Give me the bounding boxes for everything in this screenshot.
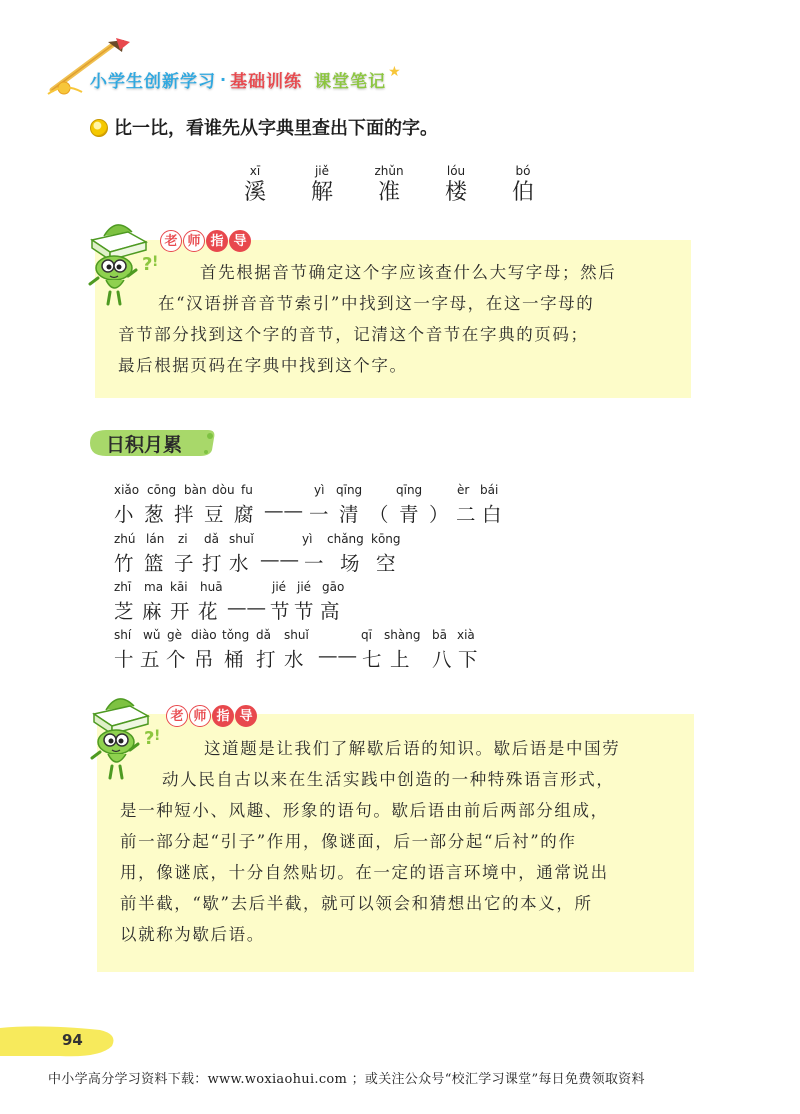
- pinyin: wǔ: [143, 628, 161, 642]
- pinyin: ma: [144, 580, 164, 594]
- hanzi: 腐: [234, 503, 254, 526]
- character-pinyin: lóu: [446, 164, 466, 178]
- hanzi: ——: [318, 644, 357, 667]
- bullet-icon: [90, 119, 108, 137]
- badge-char: 指: [212, 705, 234, 727]
- character-hanzi: 楼: [444, 180, 467, 205]
- hanzi: 空: [376, 552, 396, 575]
- pinyin: qīng: [336, 483, 363, 497]
- character-item: [364, 163, 414, 207]
- note-line: 动人民自古以来在生活实践中创造的一种特殊语言形式，: [162, 770, 615, 789]
- note-line: 用，像谜底，十分自然贴切。在一定的语言环境中，通常说出: [120, 863, 609, 882]
- hanzi: 一: [304, 552, 324, 575]
- pinyin: zi: [178, 532, 188, 546]
- pinyin: zhú: [114, 532, 136, 546]
- badge-char: 师: [189, 705, 211, 727]
- hanzi: 小: [114, 503, 134, 526]
- pinyin: huā: [200, 580, 223, 594]
- character-hanzi: 准: [377, 180, 400, 205]
- teacher-guide-badge: [166, 705, 258, 727]
- series-title-dot: ·: [220, 69, 227, 89]
- pinyin: èr: [457, 483, 470, 497]
- hanzi: 篮: [144, 552, 164, 575]
- character-list: [230, 163, 550, 213]
- hanzi: 竹: [114, 552, 134, 575]
- character-pinyin: xī: [249, 164, 261, 178]
- note-line: 前一部分起“引子”作用，像谜面，后一部分起“后衬”的作: [120, 832, 577, 851]
- badge-char: 指: [206, 230, 228, 252]
- hanzi: 十: [114, 648, 134, 671]
- badge-char: 导: [235, 705, 257, 727]
- pinyin: lán: [146, 532, 165, 546]
- hanzi: 打: [256, 648, 276, 671]
- note-line: 前半截，“歇”去后半截，就可以领会和猜想出它的本义，所: [120, 894, 593, 913]
- badge-char: 老: [160, 230, 182, 252]
- hanzi: 八: [432, 648, 452, 671]
- pinyin: jié: [297, 580, 312, 594]
- note-line: 以就称为歇后语。: [120, 925, 265, 944]
- pinyin: xiǎo: [114, 483, 140, 497]
- series-title: [90, 64, 401, 94]
- badge-char: 师: [183, 230, 205, 252]
- series-title-part-b: 课堂笔记: [314, 71, 387, 92]
- hanzi: 吊: [194, 648, 214, 671]
- hanzi: ——: [264, 499, 303, 522]
- svg-text:?: ?: [144, 728, 155, 749]
- pinyin: shí: [114, 628, 132, 642]
- character-pinyin: bó: [515, 164, 531, 178]
- series-title-part-a: 基础训练: [230, 71, 303, 92]
- teacher-note-text-2: [120, 733, 620, 950]
- svg-text:?: ?: [142, 254, 153, 275]
- teacher-note-text-1: [118, 257, 616, 381]
- pinyin: xià: [457, 628, 475, 642]
- hanzi: 拌: [174, 503, 194, 526]
- hanzi: 场: [340, 552, 360, 575]
- note-line: 首先根据音节确定这个字应该查什么大写字母；然后: [200, 263, 617, 282]
- hanzi: 桶: [224, 648, 244, 671]
- hanzi: 个: [166, 648, 186, 671]
- character-pinyin: zhǔn: [374, 164, 404, 178]
- hanzi: 五: [140, 648, 160, 671]
- hanzi: 一: [309, 503, 329, 526]
- pinyin: gè: [167, 628, 182, 642]
- footer-text: 中小学高分学习资料下载：www.woxiaohui.com ；或关注公众号“校汇学习课堂”每日免费领取资料: [48, 1072, 645, 1087]
- character-hanzi: 伯: [511, 180, 534, 205]
- pinyin: qī: [361, 628, 372, 642]
- hanzi: 麻: [142, 600, 162, 623]
- hanzi: 芝: [114, 600, 134, 623]
- character-item: [297, 163, 347, 207]
- hanzi: 二: [456, 503, 476, 526]
- star-icon: ★: [388, 64, 401, 80]
- note-line: 最后根据页码在字典中找到这个字。: [118, 356, 408, 375]
- pinyin: kāi: [170, 580, 188, 594]
- pinyin: yì: [314, 483, 325, 497]
- pinyin: zhī: [114, 580, 132, 594]
- character-item: [230, 163, 280, 207]
- pinyin: fu: [241, 483, 253, 497]
- character-hanzi: 解: [310, 180, 333, 205]
- series-title-main: 小学生创新学习: [90, 71, 216, 92]
- hanzi: 子: [174, 552, 194, 575]
- pinyin: qīng: [396, 483, 423, 497]
- pinyin: gāo: [322, 580, 345, 594]
- hanzi: （: [369, 503, 389, 526]
- pinyin: bái: [480, 483, 499, 497]
- hanzi: 豆: [204, 503, 224, 526]
- teacher-guide-badge: [160, 230, 252, 252]
- hanzi: ）: [429, 503, 449, 526]
- pinyin: jié: [272, 580, 287, 594]
- hanzi: 青: [399, 503, 419, 526]
- character-item: [431, 163, 481, 207]
- character-pinyin: jiě: [314, 164, 330, 178]
- hanzi: 七: [362, 648, 382, 671]
- hanzi: 下: [458, 648, 478, 671]
- badge-char: 导: [229, 230, 251, 252]
- hanzi: 节: [270, 600, 290, 623]
- hanzi: 水: [229, 552, 249, 575]
- hanzi: 开: [170, 600, 190, 623]
- note-line: 音节部分找到这个字的音节，记清这个音节在字典的页码；: [118, 325, 589, 344]
- pinyin: yì: [302, 532, 313, 546]
- note-line: 这道题是让我们了解歇后语的知识。歇后语是中国劳: [204, 739, 621, 758]
- page-number: 94: [62, 1031, 83, 1049]
- pinyin: shuǐ: [284, 628, 309, 642]
- hanzi: 清: [339, 503, 359, 526]
- character-item: [498, 163, 548, 207]
- hanzi: ——: [227, 596, 266, 619]
- section-title: 日积月累: [106, 434, 183, 456]
- pinyin: bàn: [184, 483, 207, 497]
- hanzi: 节: [294, 600, 314, 623]
- pinyin: kōng: [371, 532, 401, 546]
- pinyin: cōng: [147, 483, 177, 497]
- character-hanzi: 溪: [243, 180, 266, 205]
- hanzi: 水: [284, 648, 304, 671]
- hanzi: 上: [390, 648, 410, 671]
- hanzi: 白: [482, 503, 502, 526]
- badge-char: 老: [166, 705, 188, 727]
- note-line: 在“汉语拼音音节索引”中找到这一字母，在这一字母的: [158, 294, 595, 313]
- svg-text:!: !: [154, 728, 161, 744]
- hanzi: 花: [198, 600, 218, 623]
- hanzi: ——: [260, 548, 299, 571]
- page-number-tab: [0, 1024, 118, 1058]
- exercise-instruction: 比一比，看谁先从字典里查出下面的字。: [114, 118, 438, 139]
- hanzi: 葱: [144, 503, 164, 526]
- pinyin: dǎ: [256, 628, 271, 642]
- pinyin: dǎ: [204, 532, 219, 546]
- hanzi: 高: [320, 600, 340, 623]
- pinyin: shàng: [384, 628, 421, 642]
- pinyin: chǎng: [327, 532, 364, 546]
- note-line: 是一种短小、风趣、形象的语句。歇后语由前后两部分组成，: [120, 801, 609, 820]
- pinyin: tǒng: [222, 628, 250, 642]
- svg-text:!: !: [152, 254, 159, 270]
- hanzi: 打: [202, 552, 222, 575]
- pinyin: shuǐ: [229, 532, 254, 546]
- pinyin: dòu: [212, 483, 235, 497]
- pinyin: diào: [191, 628, 217, 642]
- pinyin: bā: [432, 628, 447, 642]
